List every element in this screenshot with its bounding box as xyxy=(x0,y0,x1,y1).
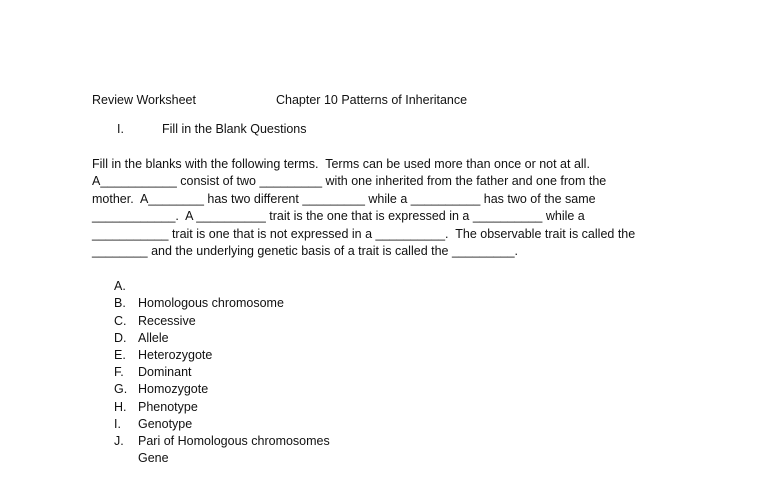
term-text: Allele xyxy=(138,330,169,345)
chapter-title: Chapter 10 Patterns of Inheritance xyxy=(276,93,468,107)
paragraph-line: mother. A________ has two different _________ while a __________ has two of the same xyxy=(92,191,596,206)
instructions-paragraph xyxy=(92,156,692,260)
paragraph-line: A___________ consist of two _________ with one inherited from the father and one from the xyxy=(92,174,607,189)
worksheet-title: Review Worksheet xyxy=(92,93,196,107)
term-letter: E. xyxy=(114,347,126,362)
term-text: Homologous chromosome xyxy=(138,296,284,311)
term-text: Pari of Homologous chromosomes xyxy=(138,433,330,448)
term-letter: J. xyxy=(114,433,124,448)
term-letter: D. xyxy=(114,330,127,345)
term-text: Recessive xyxy=(138,313,196,328)
term-text: Heterozygote xyxy=(138,347,213,362)
term-letter: G. xyxy=(114,382,128,397)
term-list-item xyxy=(0,261,784,311)
paragraph-line: Fill in the blanks with the following terms. Terms can be used more than once or not at all. xyxy=(92,157,590,171)
term-letter: A. xyxy=(114,279,126,294)
section-number: I. xyxy=(117,122,124,136)
paragraph-line: ________ and the underlying genetic basis of a trait is called the _________. xyxy=(92,243,519,258)
term-list xyxy=(0,261,784,466)
paragraph-line: ____________. A __________ trait is the one that is expressed in a __________ while a xyxy=(92,209,585,224)
term-letter: I. xyxy=(114,416,121,431)
term-text: Dominant xyxy=(138,365,192,380)
term-letter: F. xyxy=(114,365,124,380)
term-text: Gene xyxy=(138,451,169,466)
term-letter: B. xyxy=(114,296,126,311)
term-letter: H. xyxy=(114,399,127,414)
paragraph-line: ___________ trait is one that is not expressed in a __________. The observable trait is called the xyxy=(92,226,636,241)
term-letter: C. xyxy=(114,313,127,328)
section-title: Fill in the Blank Questions xyxy=(162,122,307,136)
term-text: Homozygote xyxy=(138,382,209,397)
term-text: Genotype xyxy=(138,416,193,431)
term-text: Phenotype xyxy=(138,399,198,414)
